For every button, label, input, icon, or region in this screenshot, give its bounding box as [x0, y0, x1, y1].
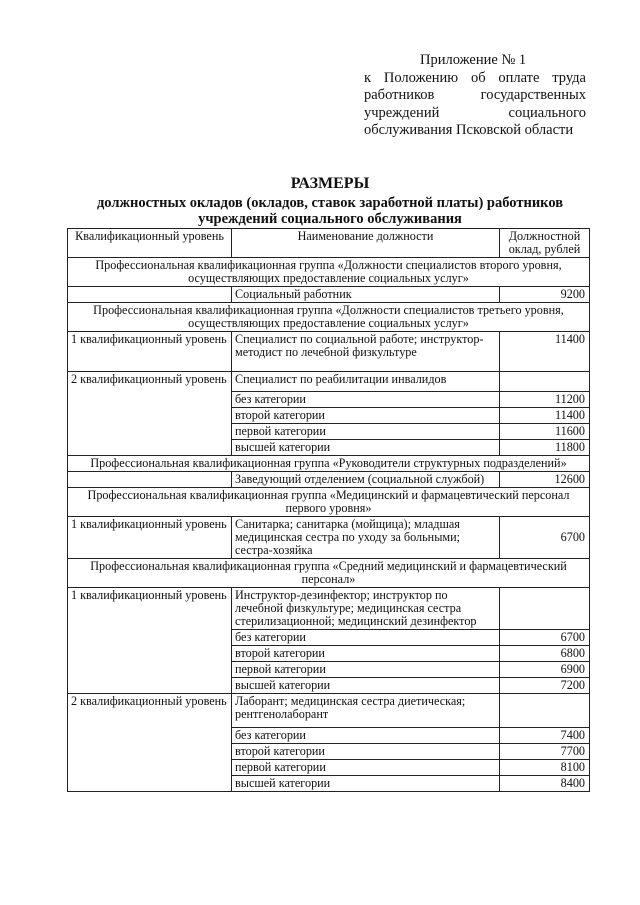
category-cell: без категории [232, 728, 500, 744]
category-cell: второй категории [232, 744, 500, 760]
table-row [68, 472, 590, 488]
salary-cell: 11800 [500, 440, 590, 456]
document-heading [60, 176, 600, 227]
category-cell: высшей категории [232, 678, 500, 694]
salary-cell: 7400 [500, 728, 590, 744]
header-cell: Наименование должности [232, 229, 500, 258]
position-cell: Специалист по социальной работе; инструктор-методист по лечебной физкультуре [232, 332, 500, 372]
level-cell: 2 квалификационный уровень [68, 372, 232, 456]
salary-cell: 11200 [500, 392, 590, 408]
salary-cell: 11400 [500, 408, 590, 424]
salary-table [67, 228, 590, 792]
salary-cell: 7700 [500, 744, 590, 760]
category-cell: второй категории [232, 408, 500, 424]
group-title: Профессиональная квалификационная группа «Должности специалистов второго уровня, осуществляющих предоставление социальных услуг» [68, 258, 590, 287]
level-cell: 1 квалификационный уровень [68, 588, 232, 694]
level-cell: 2 квалификационный уровень [68, 694, 232, 792]
position-cell: Специалист по реабилитации инвалидов [232, 372, 500, 392]
header-cell: Квалификационный уровень [68, 229, 232, 258]
header-cell: Должностной оклад, рублей [500, 229, 590, 258]
annex-line: работников государственных [364, 87, 586, 103]
salary-cell: 6700 [500, 630, 590, 646]
group-title: Профессиональная квалификационная группа «Должности специалистов третьего уровня, осуществляющих предоставление социальных услуг» [68, 303, 590, 332]
category-cell: второй категории [232, 646, 500, 662]
position-cell: Лаборант; медицинская сестра диетическая; рентгенолаборант [232, 694, 500, 728]
level-cell: 1 квалификационный уровень [68, 517, 232, 559]
position-cell: Заведующий отделением (социальной службой) [232, 472, 500, 488]
table-row [68, 694, 590, 728]
category-cell: без категории [232, 630, 500, 646]
category-cell: высшей категории [232, 440, 500, 456]
category-cell: первой категории [232, 424, 500, 440]
position-cell: Инструктор-дезинфектор; инструктор по лечебной физкультуре; медицинская сестра стерилизационной; медицинский дезинфектор [232, 588, 500, 630]
category-cell: без категории [232, 392, 500, 408]
group-title: Профессиональная квалификационная группа «Средний медицинский и фармацевтический персонал» [68, 559, 590, 588]
salary-cell: 12600 [500, 472, 590, 488]
annex-line: обслуживания Псковской области [364, 122, 574, 138]
heading-title: РАЗМЕРЫ [290, 175, 370, 192]
annex-line: учреждений социального [364, 104, 586, 121]
salary-cell: 11400 [500, 332, 590, 372]
salary-cell: 9200 [500, 287, 590, 303]
salary-cell: 6900 [500, 662, 590, 678]
salary-cell: 8100 [500, 760, 590, 776]
heading-subtitle: учреждений социального обслуживания [198, 211, 462, 227]
salary-cell: 6700 [500, 517, 590, 559]
salary-cell: 8400 [500, 776, 590, 792]
category-cell: первой категории [232, 760, 500, 776]
position-cell: Санитарка; санитарка (мойщица); младшая медицинская сестра по уходу за больными; сестра-хозяйка [232, 517, 500, 559]
salary-cell: 7200 [500, 678, 590, 694]
table-row [68, 372, 590, 392]
heading-subtitle: должностных окладов (окладов, ставок заработной платы) работников [96, 195, 564, 211]
position-cell: Социальный работник [232, 287, 500, 303]
category-cell: высшей категории [232, 776, 500, 792]
category-cell: первой категории [232, 662, 500, 678]
annex-title: Приложение № 1 [420, 52, 527, 68]
table-row [68, 588, 590, 630]
table-row [68, 287, 590, 303]
table-row [68, 332, 590, 372]
table-header-row [68, 229, 590, 258]
salary-cell: 6800 [500, 646, 590, 662]
annex-block [364, 52, 586, 140]
group-title: Профессиональная квалификационная группа «Медицинский и фармацевтический персонал первого уровня» [68, 488, 590, 517]
level-cell: 1 квалификационный уровень [68, 332, 232, 372]
annex-line: к Положению об оплате труда [364, 69, 586, 86]
table-row [68, 517, 590, 559]
group-title: Профессиональная квалификационная группа «Руководители структурных подразделений» [68, 456, 590, 472]
salary-cell: 11600 [500, 424, 590, 440]
